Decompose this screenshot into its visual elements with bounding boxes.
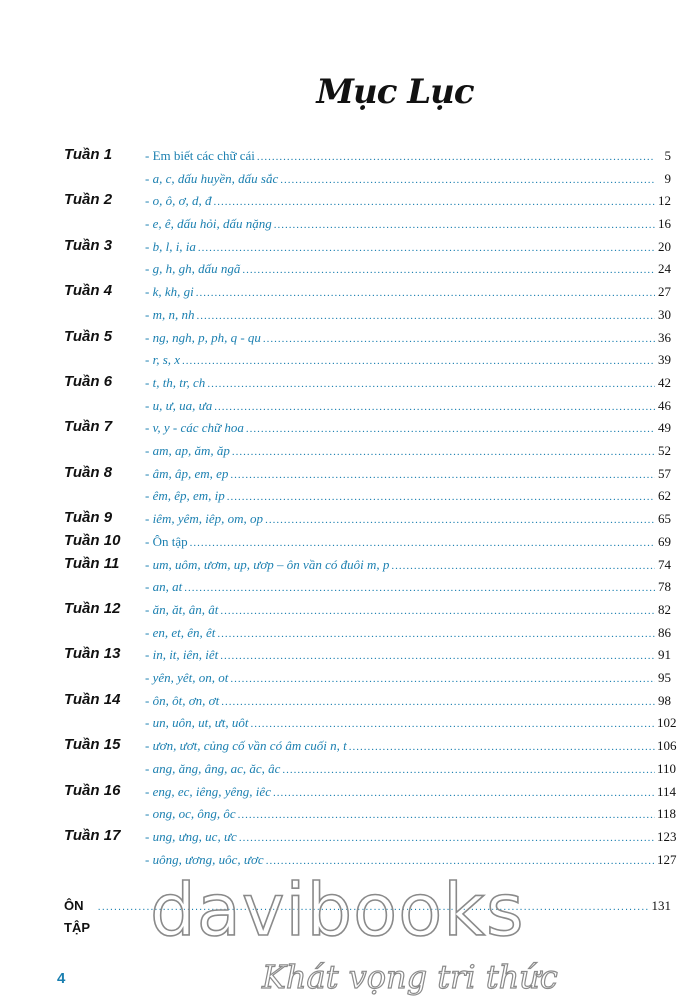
week-label: Tuần 9 xyxy=(64,509,113,527)
entry-page: 86 xyxy=(658,624,671,640)
toc-entry[interactable] xyxy=(145,803,677,825)
page-title: Mục Lục xyxy=(316,72,474,112)
entry-page: 69 xyxy=(658,533,671,549)
dot-leader xyxy=(282,759,655,781)
toc-entry[interactable] xyxy=(145,758,677,780)
watermark-slogan: Khát vọng tri thức xyxy=(262,958,558,996)
entry-title: - ươn, ươt, củng cố vần có âm cuối n, t xyxy=(145,738,347,754)
entry-title: - iêm, yêm, iêp, om, op xyxy=(145,511,264,527)
dot-leader xyxy=(265,509,655,531)
entry-page: 74 xyxy=(658,556,671,572)
entry-title: - Em biết các chữ cái xyxy=(145,148,255,163)
entry-title: - e, ê, dấu hỏi, dấu nặng xyxy=(145,216,272,232)
dot-leader xyxy=(198,237,655,259)
entry-page: 9 xyxy=(664,170,671,186)
toc-entry[interactable] xyxy=(145,712,677,734)
dot-leader xyxy=(220,600,655,622)
dot-leader xyxy=(263,328,655,350)
review-label: ÔN TẬP xyxy=(64,898,90,935)
dot-leader xyxy=(238,804,655,826)
week-label: Tuần 5 xyxy=(64,327,113,345)
toc-entry[interactable] xyxy=(145,554,671,576)
entry-title: - r, s, x xyxy=(145,352,181,368)
week-label: Tuần 1 xyxy=(64,146,113,163)
entry-title: - ong, oc, ông, ôc xyxy=(145,806,236,822)
dot-leader xyxy=(257,146,655,168)
toc-entry[interactable] xyxy=(145,599,671,621)
dot-leader xyxy=(239,827,655,849)
toc-entry[interactable] xyxy=(145,168,671,190)
toc-entry[interactable] xyxy=(145,372,671,394)
entry-title: - ăn, ăt, ân, ât xyxy=(145,602,219,617)
toc-entry[interactable] xyxy=(145,349,671,371)
entry-title: - ang, ăng, âng, ac, ăc, âc xyxy=(145,760,281,776)
dot-leader xyxy=(246,418,655,440)
toc-entry[interactable] xyxy=(145,190,671,212)
dot-leader xyxy=(280,169,655,191)
toc-entry[interactable] xyxy=(145,690,671,712)
dot-leader xyxy=(349,736,655,758)
toc-entry[interactable] xyxy=(145,781,677,803)
dot-leader xyxy=(251,713,655,735)
week-label: Tuần 3 xyxy=(64,236,113,254)
dot-leader xyxy=(230,464,655,486)
entry-title: - o, ô, ơ, d, đ xyxy=(145,193,212,209)
toc-entry[interactable] xyxy=(145,258,671,280)
week-label: Tuần 17 xyxy=(64,827,121,844)
dot-leader xyxy=(214,396,655,418)
entry-title: - eng, ec, iêng, yêng, iêc xyxy=(145,783,271,799)
toc-entry[interactable] xyxy=(145,463,671,485)
entry-page: 78 xyxy=(658,579,671,595)
entry-page: 36 xyxy=(658,329,671,345)
toc-entry[interactable] xyxy=(145,508,671,530)
entry-title: - v, y - các chữ hoa xyxy=(145,420,244,436)
week-label: Tuần 8 xyxy=(64,463,113,481)
entry-page: 91 xyxy=(658,647,671,663)
watermark-brand: davibooks xyxy=(150,868,525,952)
entry-title: - a, c, dấu huyền, dấu sắc xyxy=(145,170,279,186)
entry-page: 95 xyxy=(658,670,671,686)
entry-page: 82 xyxy=(658,602,671,617)
entry-title: - yên, yêt, on, ot xyxy=(145,670,229,686)
entry-page: 46 xyxy=(658,397,671,413)
toc-entry[interactable] xyxy=(145,485,671,507)
toc-entry[interactable] xyxy=(145,281,671,303)
dot-leader xyxy=(214,191,655,213)
entry-title: - ôn, ôt, ơn, ơt xyxy=(145,692,220,708)
entry-page: 49 xyxy=(658,420,671,436)
entry-page: 127 xyxy=(657,851,677,867)
toc-entry[interactable] xyxy=(145,304,671,326)
entry-title: - t, th, tr, ch xyxy=(145,375,206,390)
entry-title: - an, at xyxy=(145,579,183,595)
entry-title: - um, uôm, ươm, up, ươp – ôn vần có đuôi m, p xyxy=(145,556,390,572)
toc-entry[interactable] xyxy=(145,531,671,553)
entry-page: 12 xyxy=(658,193,671,209)
toc-entry[interactable] xyxy=(145,622,671,644)
entry-page: 16 xyxy=(658,216,671,232)
entry-page: 62 xyxy=(658,488,671,504)
entry-page: 30 xyxy=(658,306,671,322)
dot-leader xyxy=(274,214,655,236)
dot-leader xyxy=(217,623,655,645)
entry-page: 5 xyxy=(664,148,671,163)
week-label: Tuần 7 xyxy=(64,418,113,436)
review-page: 131 xyxy=(651,898,671,913)
entry-page: 39 xyxy=(658,352,671,368)
dot-leader xyxy=(196,305,655,327)
dot-leader xyxy=(220,645,655,667)
toc-entry[interactable] xyxy=(145,145,671,167)
entry-page: 110 xyxy=(657,760,677,776)
dot-leader xyxy=(190,532,655,554)
entry-title: - ng, ngh, p, ph, q - qu xyxy=(145,329,261,345)
toc-entry[interactable] xyxy=(145,417,671,439)
entry-title: - g, h, gh, dấu ngã xyxy=(145,261,241,277)
entry-title: - ung, ưng, uc, ưc xyxy=(145,829,237,844)
toc-entry[interactable] xyxy=(145,826,677,848)
dot-leader xyxy=(391,555,655,577)
dot-leader xyxy=(221,691,655,713)
entry-title: - in, it, iên, iêt xyxy=(145,647,219,663)
dot-leader xyxy=(184,577,655,599)
toc-entry[interactable] xyxy=(145,395,671,417)
entry-page: 20 xyxy=(658,238,671,254)
entry-page: 118 xyxy=(657,806,677,822)
week-label: Tuần 14 xyxy=(64,690,121,708)
entry-title: - k, kh, gi xyxy=(145,284,194,300)
entry-page: 65 xyxy=(658,511,671,527)
toc-entry[interactable] xyxy=(145,440,671,462)
entry-title: - en, et, ên, êt xyxy=(145,624,216,640)
entry-title: - u, ư, ua, ưa xyxy=(145,397,213,413)
dot-leader xyxy=(273,782,655,804)
dot-leader xyxy=(182,350,655,372)
toc-entry[interactable] xyxy=(145,576,671,598)
entry-page: 98 xyxy=(658,692,671,708)
toc-entry[interactable] xyxy=(145,735,677,757)
entry-page: 27 xyxy=(658,284,671,300)
entry-page: 106 xyxy=(657,738,677,754)
week-label: Tuần 6 xyxy=(64,373,113,390)
week-label: Tuần 10 xyxy=(64,531,121,549)
entry-page: 52 xyxy=(658,443,671,459)
page-number: 4 xyxy=(57,970,66,987)
entry-page: 114 xyxy=(657,783,677,799)
dot-leader xyxy=(196,282,655,304)
entry-title: - b, l, i, ia xyxy=(145,238,196,254)
toc-entry[interactable] xyxy=(145,667,671,689)
entry-page: 24 xyxy=(658,261,671,277)
entry-title: - uông, ương, uôc, ươc xyxy=(145,851,264,867)
toc-entry[interactable] xyxy=(145,213,671,235)
week-label: Tuần 2 xyxy=(64,191,113,209)
week-label: Tuần 11 xyxy=(64,554,120,572)
week-label: Tuần 12 xyxy=(64,600,121,617)
week-label: Tuần 15 xyxy=(64,736,121,754)
entry-page: 42 xyxy=(658,375,671,390)
entry-page: 57 xyxy=(658,465,671,481)
entry-title: - am, ap, ăm, ăp xyxy=(145,443,230,459)
dot-leader xyxy=(232,441,655,463)
entry-title: - un, uôn, ut, ưt, uôt xyxy=(145,715,249,731)
entry-page: 123 xyxy=(657,829,677,844)
week-label: Tuần 13 xyxy=(64,645,121,663)
entry-title: - êm, êp, em, ip xyxy=(145,488,225,504)
dot-leader xyxy=(207,373,655,395)
entry-title: - m, n, nh xyxy=(145,306,195,322)
dot-leader xyxy=(242,259,655,281)
dot-leader xyxy=(230,668,655,690)
toc-entry[interactable] xyxy=(145,327,671,349)
week-label: Tuần 4 xyxy=(64,282,113,300)
entry-title: - Ôn tập xyxy=(145,533,188,549)
toc-entry[interactable] xyxy=(145,236,671,258)
entry-page: 102 xyxy=(657,715,677,731)
toc-entry[interactable] xyxy=(145,644,671,666)
week-label: Tuần 16 xyxy=(64,781,121,799)
entry-title: - âm, âp, em, ep xyxy=(145,465,229,481)
dot-leader xyxy=(227,486,655,508)
